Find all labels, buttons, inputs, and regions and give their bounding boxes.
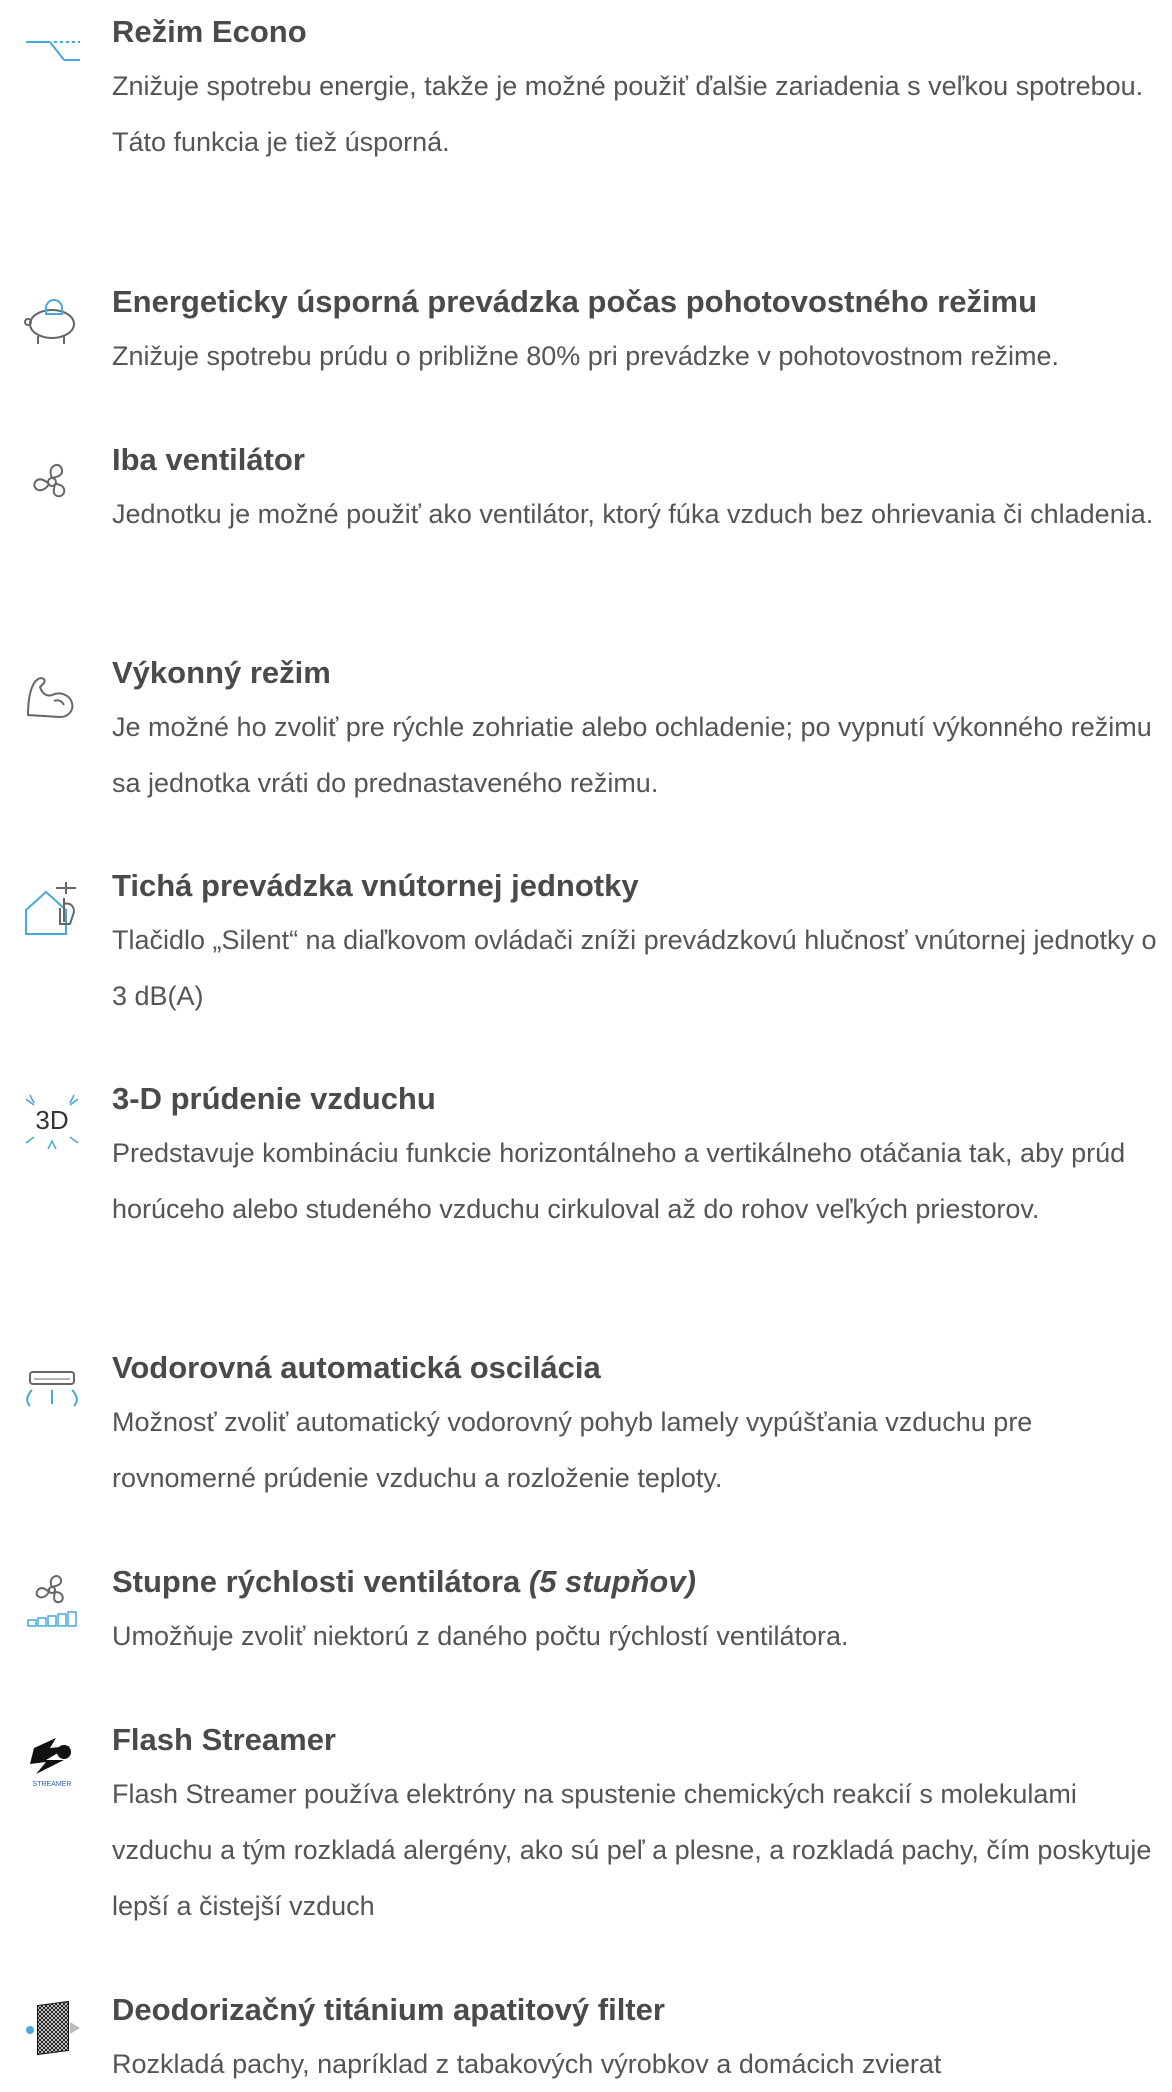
- feature-title: Flash Streamer: [112, 1722, 336, 1757]
- feature-title-main: Stupne rýchlosti ventilátora: [112, 1564, 529, 1599]
- fan-icon: [20, 450, 84, 514]
- feature-title: Výkonný režim: [112, 655, 331, 690]
- piggy-bank-icon: [20, 288, 84, 352]
- feature-title-suffix: (5 stupňov): [528, 1564, 696, 1599]
- feature-title: Tichá prevádzka vnútornej jednotky: [112, 868, 639, 903]
- flash-streamer-icon: [20, 1730, 84, 1794]
- feature-description: Flash Streamer používa elektróny na spustenie chemických reakcií s molekulami vzduchu a tým rozkladá alergény, ako sú peľ a plesne, a rozkladá pachy, čím poskytuje lepší a čistejší vzduch: [112, 1779, 1152, 1921]
- feature-description: Predstavuje kombináciu funkcie horizontálneho a vertikálneho otáčania tak, aby prúd horúceho alebo studeného vzduchu cirkuloval až do rohov veľkých priestorov.: [112, 1138, 1126, 1224]
- fan-speed-steps-icon: [20, 1568, 84, 1632]
- strong-arm-icon: [20, 665, 84, 729]
- svg-text:3D: 3D: [35, 1105, 69, 1135]
- feature-description: Možnosť zvoliť automatický vodorovný pohyb lamely vypúšťania vzduchu pre rovnomerné prúdenie vzduchu a rozloženie teploty.: [112, 1407, 1033, 1493]
- svg-text:STREAMER: STREAMER: [32, 1781, 72, 1788]
- feature-description: Znižuje spotrebu energie, takže je možné použiť ďalšie zariadenia s veľkou spotrebou. Táto funkcia je tiež úsporná.: [112, 71, 1144, 157]
- feature-title: Deodorizačný titánium apatitový filter: [112, 1992, 665, 2027]
- feature-title: [112, 1562, 696, 1602]
- horizontal-swing-icon: [20, 1360, 84, 1424]
- feature-description: Rozkladá pachy, napríklad z tabakových výrobkov a domácich zvierat: [112, 2049, 942, 2079]
- feature-description: Umožňuje zvoliť niektorú z daného počtu rýchlostí ventilátora.: [112, 1621, 849, 1651]
- feature-title: Iba ventilátor: [112, 442, 305, 477]
- feature-description: Jednotku je možné použiť ako ventilátor, ktorý fúka vzduch bez ohrievania či chladenia.: [112, 499, 1154, 529]
- feature-title: Režim Econo: [112, 14, 307, 49]
- feature-description: Znižuje spotrebu prúdu o približne 80% pri prevádzke v pohotovostnom režime.: [112, 341, 1060, 371]
- titanium-filter-icon: [20, 1996, 84, 2060]
- feature-description: Tlačidlo „Silent“ na diaľkovom ovládači zníži prevádzkovú hlučnosť vnútornej jednotky o 3 dB(A): [112, 925, 1157, 1011]
- feature-title: Energeticky úsporná prevádzka počas pohotovostného režimu: [112, 284, 1038, 319]
- feature-title: Vodorovná automatická oscilácia: [112, 1350, 601, 1385]
- 3d-airflow-icon: [20, 1089, 84, 1153]
- silent-house-icon: [20, 878, 84, 942]
- econo-mode-icon: [20, 20, 84, 84]
- feature-title: 3-D prúdenie vzduchu: [112, 1081, 436, 1116]
- feature-description: Je možné ho zvoliť pre rýchle zohriatie alebo ochladenie; po vypnutí výkonného režimu sa jednotka vráti do prednastaveného režimu.: [112, 712, 1152, 798]
